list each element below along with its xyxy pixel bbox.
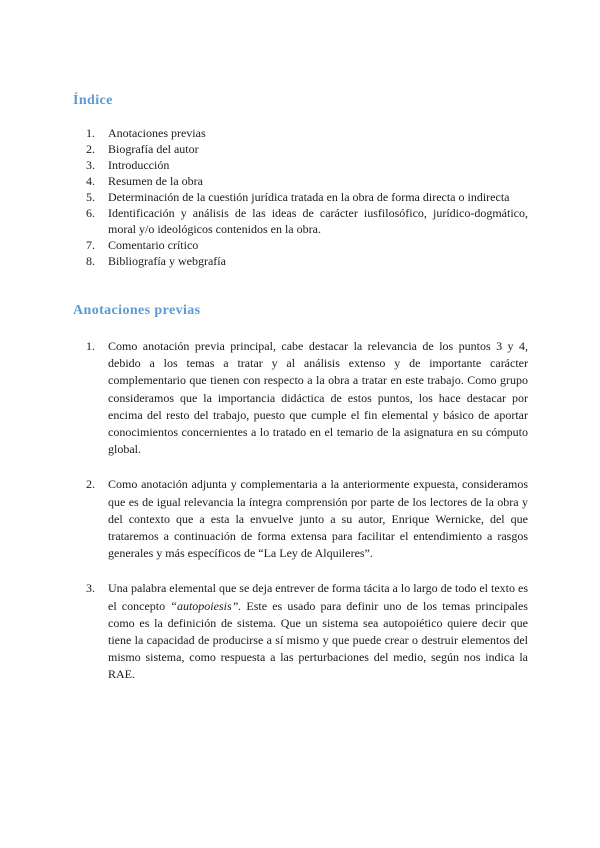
note-item — [86, 338, 528, 458]
index-item — [86, 157, 528, 173]
notes-heading: Anotaciones previas — [73, 303, 201, 318]
note-item-text — [108, 580, 528, 683]
index-item-text: Introducción — [108, 158, 170, 172]
index-item-text: Anotaciones previas — [108, 126, 206, 140]
index-list — [86, 125, 528, 269]
notes-list — [86, 338, 528, 702]
index-item-number: 5. — [86, 190, 95, 204]
note-item-number: 1. — [86, 339, 95, 353]
note-item-number: 3. — [86, 581, 95, 596]
index-item-number: 6. — [86, 206, 95, 220]
index-item — [86, 189, 528, 205]
index-item — [86, 205, 528, 237]
index-item-number: 2. — [86, 142, 95, 156]
index-item-text: Identificación y análisis de las ideas de carácter iusfilosófico, jurídico-dogmático, moral y/o ideológicos contenidos en la obra. — [108, 206, 528, 236]
index-item — [86, 141, 528, 157]
index-item-text: Biografía del autor — [108, 142, 199, 156]
note-item-text: Como anotación previa principal, cabe destacar la relevancia de los puntos 3 y 4, debido a los temas a tratar y al análisis extenso y de importante carácter complementario que tienen con respecto a la obra a tratar en este trabajo. Como grupo consideramos que la importancia didáctica de estos puntos, los hace destacar por encima del resto del trabajo, puesto que cumple el fin elemental y básico de aportar conocimientos concernientes a lo tratado en el temario de la asignatura en su cómputo global. — [108, 339, 528, 457]
index-item-number: 1. — [86, 126, 95, 140]
index-heading: Índice — [73, 93, 113, 108]
index-item-text: Comentario crítico — [108, 238, 199, 252]
note-item-number: 2. — [86, 477, 95, 492]
index-item — [86, 173, 528, 189]
index-item-text: Resumen de la obra — [108, 174, 203, 188]
index-item — [86, 237, 528, 253]
index-item-text: Bibliografía y webgrafía — [108, 254, 226, 268]
index-item-number: 3. — [86, 158, 95, 172]
note-text-after: Este es usado para definir uno de los temas principales como es la definición de sistema. Que un sistema sea autopoiético quiere decir que tiene la capacidad de producirse a sí mismo y que puede crear o destruir elementos del mismo sistema, como respuesta a las perturbaciones del medio, según nos indica la RAE. — [108, 598, 528, 682]
index-item — [86, 253, 528, 269]
index-item-number: 4. — [86, 174, 95, 188]
index-item-number: 7. — [86, 238, 95, 252]
note-item-text: Como anotación adjunta y complementaria a la anteriormente expuesta, consideramos que es de igual relevancia la íntegra comprensión por parte de los lectores de la obra y del contexto que a esta la envuelve junto a su autor, Enrique Wernicke, del que trataremos a continuación de forma extensa para facilitar el entendimiento a rasgos generales y más específicos de “La Ley de Alquileres”. — [108, 477, 528, 561]
index-item-text: Determinación de la cuestión jurídica tratada en la obra de forma directa o indirecta — [108, 190, 510, 204]
note-item — [86, 580, 528, 683]
note-text-before: Una palabra elemental que se deja entrever de forma tácita a lo largo de todo el texto es el concepto — [108, 581, 528, 613]
index-item — [86, 125, 528, 141]
note-item — [86, 476, 528, 562]
index-item-number: 8. — [86, 254, 95, 268]
note-text-emphasis: “autopoiesis”. — [170, 598, 242, 613]
